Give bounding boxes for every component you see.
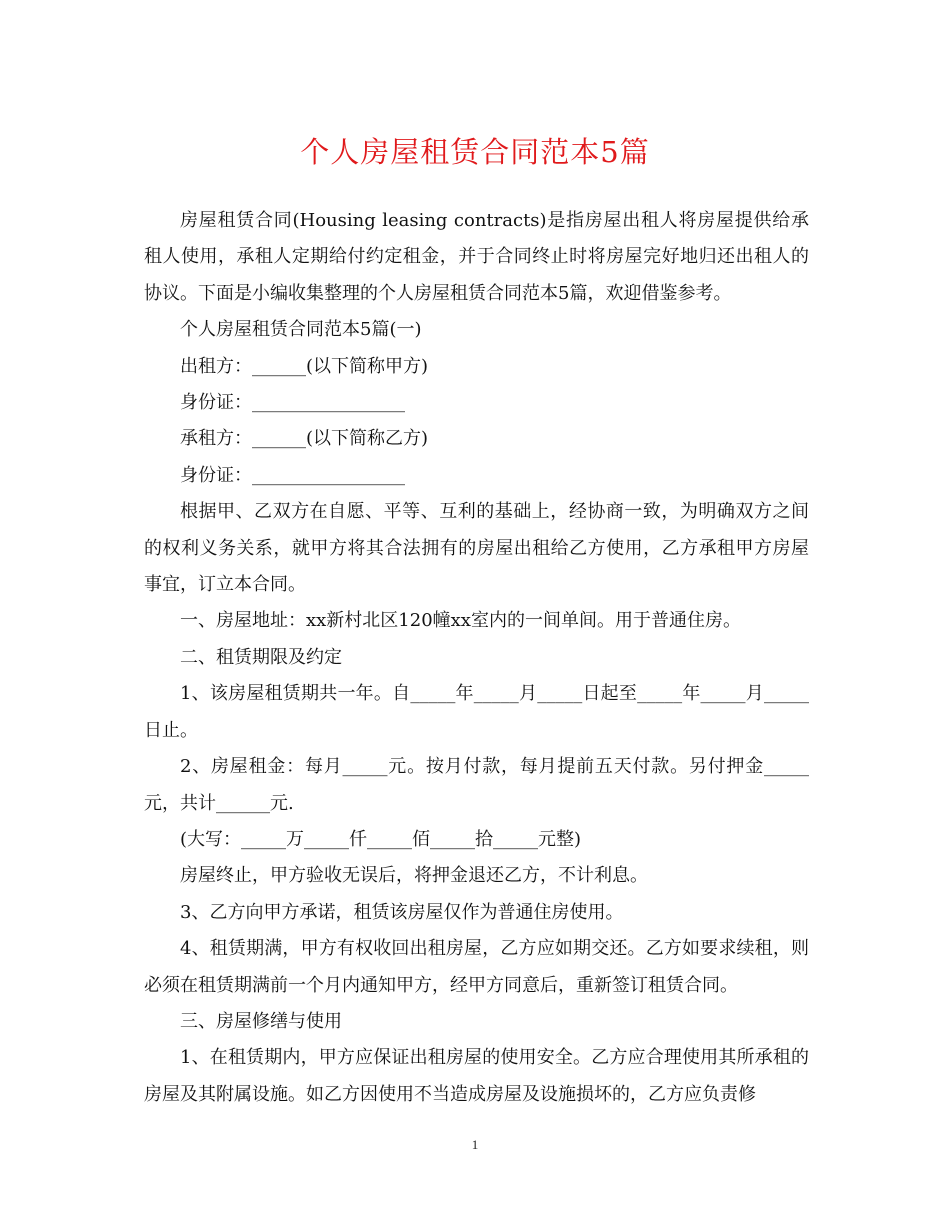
clause-rent: 2、房屋租金：每月_____元。按月付款，每月提前五天付款。另付押金_____元，共计______元. [144, 756, 809, 814]
intro-paragraph: 房屋租赁合同(Housing leasing contracts)是指房屋出租人将房屋提供给承租人使用，承租人定期给付约定租金，并于合同终止时将房屋完好地归还出租人的协议。下面是小编收集整理的个人房屋租赁合同范本5篇，欢迎借鉴参考。 [144, 210, 809, 304]
clause-heading-term: 二、租赁期限及约定 [180, 646, 342, 668]
clause-usage-promise: 3、乙方向甲方承诺，租赁该房屋仅作为普通住房使用。 [180, 901, 624, 923]
clause-heading-repair: 三、房屋修缮与使用 [180, 1010, 342, 1032]
document-body [144, 203, 809, 1113]
clause-deposit-return: 房屋终止，甲方验收无误后，将押金退还乙方，不计利息。 [180, 865, 648, 887]
lessee-id-line: 身份证：_________________ [180, 464, 405, 486]
page-number: 1 [471, 1137, 479, 1152]
section-heading-contract-one: 个人房屋租赁合同范本5篇(一) [180, 319, 422, 341]
agreement-preamble: 根据甲、乙双方在自愿、平等、互利的基础上，经协商一致，为明确双方之间的权利义务关系，就甲方将其合法拥有的房屋出租给乙方使用，乙方承租甲方房屋事宜，订立本合同。 [144, 501, 809, 596]
document-title: 个人房屋租赁合同范本5篇 [300, 135, 650, 169]
clause-rent-uppercase: (大写：_____万_____仟_____佰_____拾_____元整) [180, 828, 582, 850]
lessor-line: 出租方：______(以下简称甲方) [180, 355, 429, 377]
lessor-id-line: 身份证：_________________ [180, 392, 405, 414]
lessee-line: 承租方：______(以下简称乙方) [180, 428, 429, 450]
clause-renewal: 4、租赁期满，甲方有权收回出租房屋，乙方应如期交还。乙方如要求续租，则必须在租赁期满前一个月内通知甲方，经甲方同意后，重新签订租赁合同。 [144, 938, 809, 996]
clause-repair-safety: 1、在租赁期内，甲方应保证出租房屋的使用安全。乙方应合理使用其所承租的房屋及其附属设施。如乙方因使用不当造成房屋及设施损坏的，乙方应负责修 [144, 1047, 809, 1105]
clause-address: 一、房屋地址：xx新村北区120幢xx室内的一间单间。用于普通住房。 [180, 610, 741, 632]
clause-term-period: 1、该房屋租赁期共一年。自_____年_____月_____日起至_____年_____月_____日止。 [144, 683, 809, 741]
